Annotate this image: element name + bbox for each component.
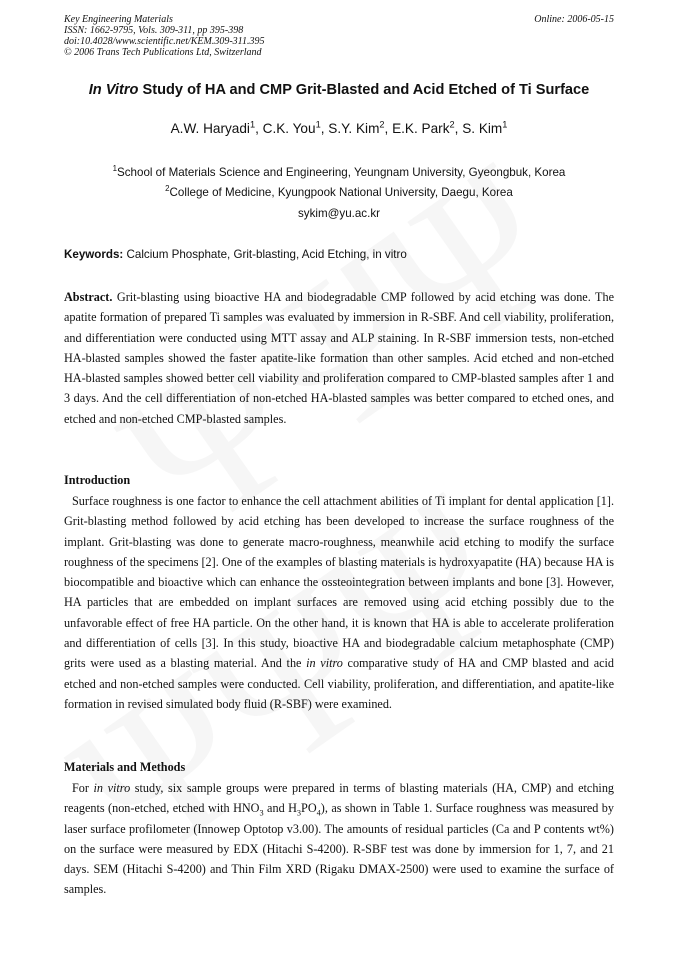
methods-italic: in vitro — [93, 781, 131, 795]
methods-paragraph — [64, 778, 614, 900]
journal-name: Key Engineering Materials — [64, 14, 173, 25]
title-italic: In Vitro — [88, 82, 139, 98]
author-name: S. Kim — [462, 121, 503, 136]
keywords-text: Calcium Phosphate, Grit-blasting, Acid Etching, in vitro — [123, 248, 407, 261]
subscript: 3 — [259, 808, 264, 818]
paper-title — [0, 82, 678, 98]
methods-text: ), as shown in Table 1. Surface roughness was measured by laser surface profilometer (Innowep Optotop v3.00). The amounts of residual particles (Ca and P contents wt%) on the surface were measured by EDX (Hitachi S-4200). R-SBF test was done by immersion for 1, 7, and 21 days. SEM (Hitachi S-4200) and Thin Film XRD (Rigaku DMAX-2500) were used to examine the surface of samples. — [64, 801, 614, 897]
methods-text: study, six sample groups were prepared in terms of blasting materials (HA, CMP) and etching reagents (non-etched, etched with HNO — [64, 781, 615, 816]
affiliation — [0, 166, 678, 179]
author-affiliation-number: 1 — [315, 119, 321, 130]
subscript: 3 — [296, 808, 302, 818]
affiliation-text: College of Medicine, Kyungpook National University, Daegu, Korea — [169, 186, 513, 199]
introduction-paragraph — [64, 491, 614, 714]
section-heading: Materials and Methods — [64, 760, 186, 774]
journal-header — [64, 14, 264, 58]
affiliation-number: 2 — [165, 184, 170, 194]
title-rest: Study of HA and CMP Grit-Blasted and Acid Etched of Ti Surface — [138, 82, 590, 98]
methods-text: PO — [301, 801, 317, 816]
author-affiliation-number: 1 — [249, 119, 256, 130]
copyright-line: © 2006 Trans Tech Publications Ltd, Switzerland — [64, 47, 262, 58]
author-name: S.Y. Kim — [328, 121, 380, 136]
keywords — [64, 248, 407, 261]
author-affiliation-number: 2 — [379, 119, 385, 130]
doi-line: doi:10.4028/www.scientific.net/KEM.309-311.395 — [64, 36, 265, 47]
author-name: A.W. Haryadi — [170, 121, 250, 136]
abstract-label: Abstract. — [64, 290, 113, 304]
abstract-text: Grit-blasting using bioactive HA and biodegradable CMP followed by acid etching was done. The apatite formation of prepared Ti samples was evaluated by immersion in R-SBF. And cell viability, proliferation, and differentiation were conducted using MTT assay and ALP staining. In R-SBF immersion tests, non-etched HA-blasted samples showed the faster apatite-like formation than other samples. Acid etched and non-etched HA-blasted samples showed better cell viability and proliferation compared to CMP-blasted samples after 1 and 3 days. And the cell differentiation of non-etched HA-blasted samples was better compared to etched ones, and etched and non-etched CMP-blasted samples. — [64, 290, 614, 426]
methods-text: For — [72, 781, 94, 795]
author-name: C.K. You — [262, 121, 316, 136]
author-name: E.K. Park — [392, 121, 450, 136]
abstract — [64, 287, 614, 429]
methods-text: and H — [263, 801, 297, 816]
introduction-text: Surface roughness is one factor to enhance the cell attachment abilities of Ti implant for dental application [1]. Grit-blasting method followed by acid etching has been developed to increase the surface roughness of the implant. Grit-blasting was done to generate macro-roughness, meanwhile acid etching to modify the surface roughness of the specimens [2]. One of the examples of blasting materials is hydroxyapatite (HA) because HA is biocompatible and bioactive which can enhance the ossteointegration between implants and bone [3]. However, HA particles that are embedded on implant surfaces are removed using acid etching possibly due to the unfavorable effect of free HA particle. On the other hand, it is known that HA is able to accelerate proliferation and differentiation of cells [3]. In this study, bioactive HA and biodegradable calcium metaphosphate (CMP) grits were used as a blasting material. And the — [64, 494, 614, 671]
section-heading: Introduction — [64, 473, 131, 487]
online-date: Online: 2006-05-15 — [534, 14, 614, 25]
subscript: 4 — [316, 808, 321, 818]
affiliation — [0, 186, 678, 199]
author-list: A.W. Haryadi$^1$, C.K. You$^1$, S.Y. Kim$^2$, E.K. Park$^2$, S. Kim$^1$ — [170, 119, 508, 136]
contact-email: sykim@yu.ac.kr — [298, 207, 380, 220]
affiliation-number: 1 — [112, 164, 118, 174]
introduction-text: comparative study of HA and CMP blasted and acid etched and non-etched samples were conducted. Cell viability, proliferation, and differentiation, and apatite-like formation in revised simulated body fluid (R-SBF) were examined. — [64, 656, 614, 711]
affiliation-text: School of Materials Science and Engineering, Yeungnam University, Gyeongbuk, Korea — [117, 166, 566, 179]
keywords-label: Keywords: — [64, 248, 124, 261]
author-affiliation-number: 2 — [449, 119, 455, 130]
author-affiliation-number: 1 — [502, 119, 508, 130]
issn-line: ISSN: 1662-9795, Vols. 309-311, pp 395-398 — [64, 25, 244, 36]
introduction-italic: in vitro — [306, 656, 343, 671]
